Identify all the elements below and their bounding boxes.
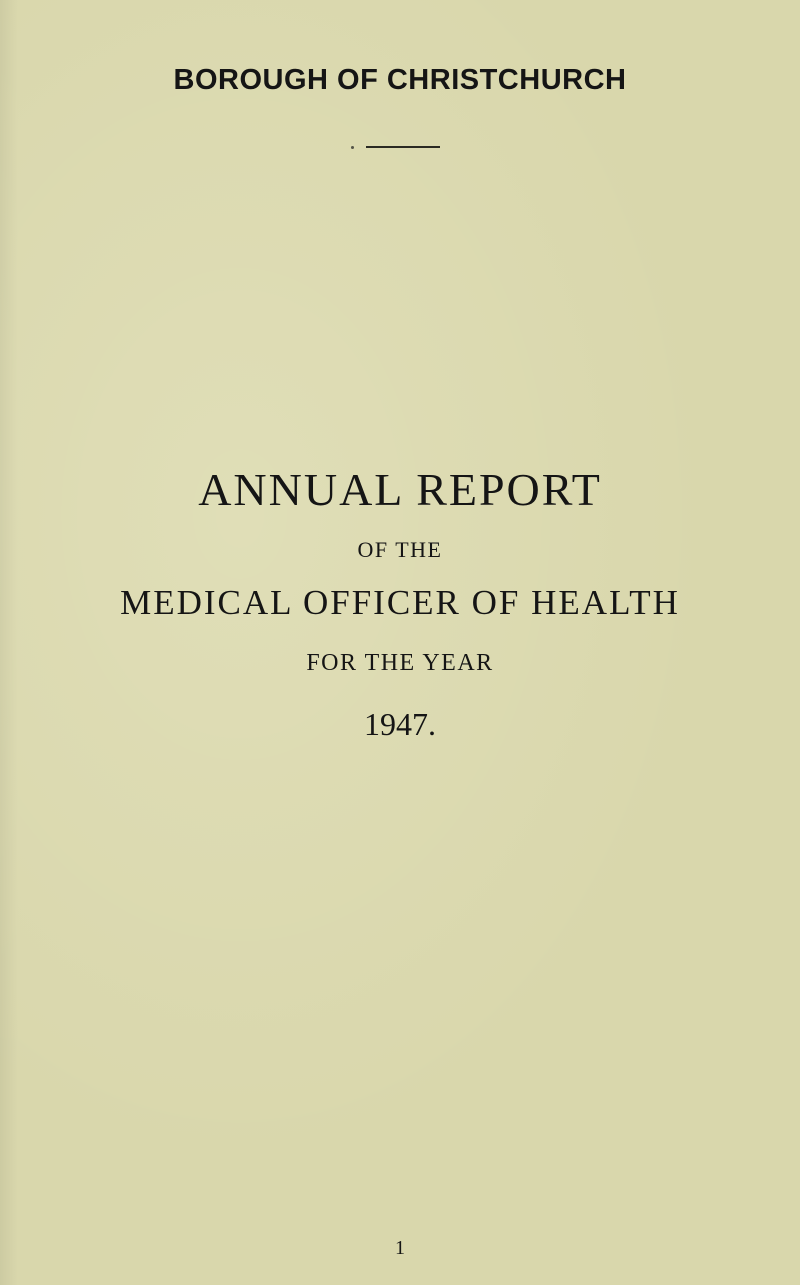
report-year: 1947. <box>364 706 436 742</box>
borough-heading: BOROUGH OF CHRISTCHURCH <box>173 64 627 96</box>
title-for-the-year: FOR THE YEAR <box>306 650 494 676</box>
title-medical-officer: MEDICAL OFFICER OF HEALTH <box>120 583 680 622</box>
page-number: 1 <box>395 1237 405 1259</box>
report-title: ANNUAL REPORT <box>198 464 602 515</box>
divider-dot <box>351 146 354 149</box>
divider-rule <box>366 146 440 148</box>
title-of-the: OF THE <box>357 537 443 562</box>
